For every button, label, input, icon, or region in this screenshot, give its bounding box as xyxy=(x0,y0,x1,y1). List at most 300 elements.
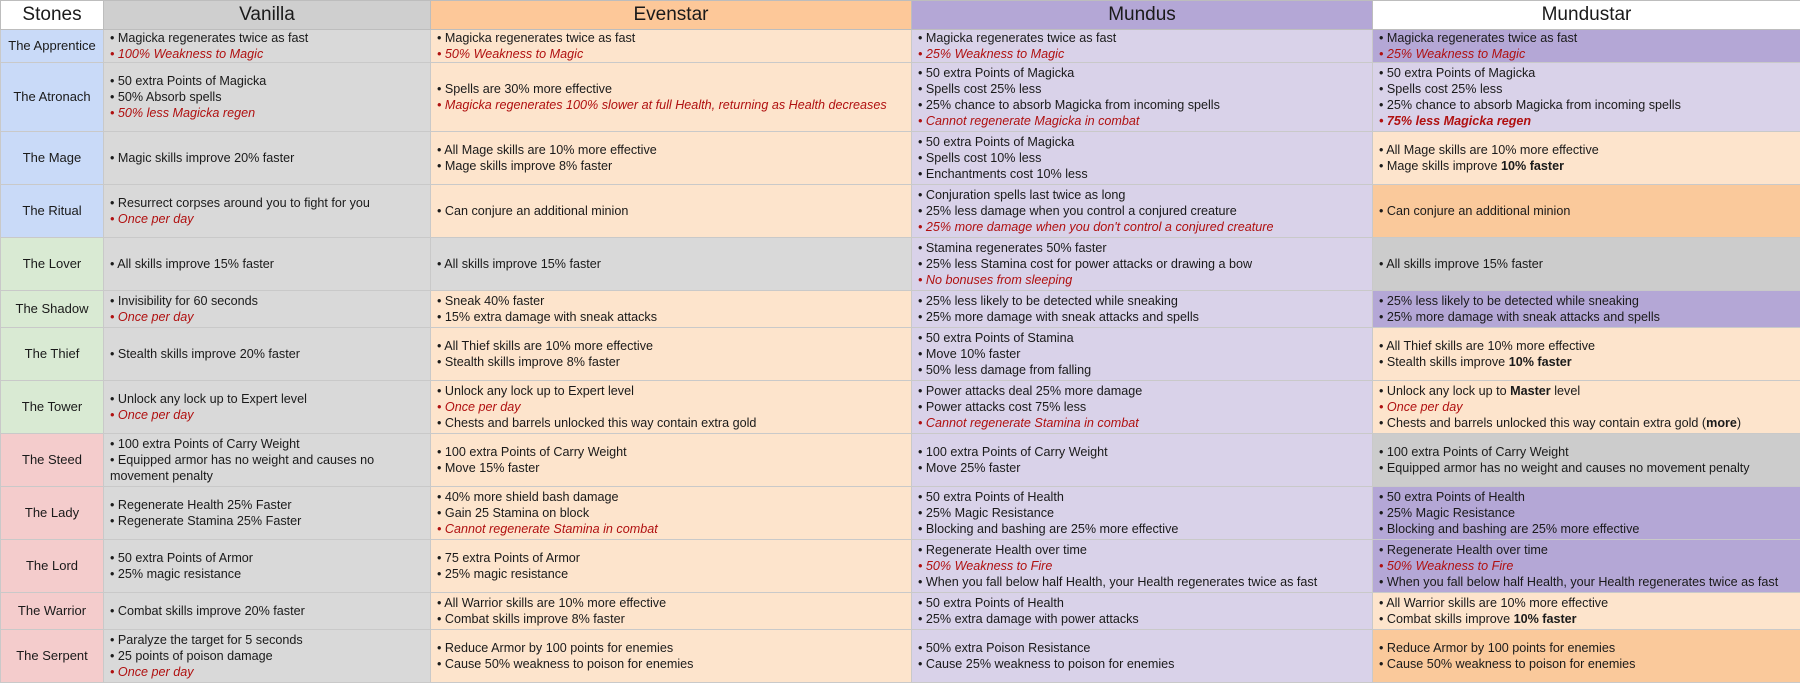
effect-line xyxy=(1379,142,1794,158)
stone-name: The Serpent xyxy=(1,630,104,683)
effect-line xyxy=(918,362,1366,378)
effect-line xyxy=(1379,97,1794,113)
mundustar-effects-cell xyxy=(1373,630,1800,683)
effect-line xyxy=(918,521,1366,537)
effect-text: • Cannot regenerate Magicka in combat xyxy=(918,114,1140,128)
effect-text: • Magicka regenerates twice as fast xyxy=(110,31,309,45)
effect-text: • Unlock any lock up to xyxy=(1379,384,1511,398)
effect-text: • 25% less Stamina cost for power attacks or drawing a bow xyxy=(918,257,1253,271)
mundustar-effects-cell xyxy=(1373,291,1800,328)
effect-text: • Combat skills improve 20% faster xyxy=(110,604,305,618)
effect-text: • 50% less Magicka regen xyxy=(110,106,256,120)
effect-text: • All Warrior skills are 10% more effective xyxy=(1379,596,1609,610)
effect-line xyxy=(437,354,905,370)
stone-name: The Warrior xyxy=(1,593,104,630)
effect-line xyxy=(918,309,1366,325)
stone-name: The Lord xyxy=(1,540,104,593)
drawback-line xyxy=(110,664,424,680)
effect-line xyxy=(1379,415,1794,431)
effect-line xyxy=(1379,65,1794,81)
mundus-effects-cell xyxy=(912,487,1373,540)
row-the-thief xyxy=(1,328,1800,381)
effect-text: • Blocking and bashing are 25% more effective xyxy=(1379,522,1640,536)
effect-line xyxy=(110,468,424,484)
effect-text: • Combat skills improve 8% faster xyxy=(437,612,625,626)
mundustar-effects-cell xyxy=(1373,63,1800,132)
effect-line xyxy=(1379,574,1794,590)
effect-line xyxy=(1379,640,1794,656)
mundus-effects-cell xyxy=(912,63,1373,132)
effect-text: • Spells are 30% more effective xyxy=(437,82,612,96)
effect-line xyxy=(437,383,905,399)
effect-text: • Can conjure an additional minion xyxy=(437,204,629,218)
mundustar-effects-cell xyxy=(1373,132,1800,185)
effect-text: • Blocking and bashing are 25% more effective xyxy=(918,522,1179,536)
row-the-steed xyxy=(1,434,1800,487)
effect-text: • 25% Weakness to Magic xyxy=(1379,47,1526,61)
effect-text: movement penalty xyxy=(110,469,213,483)
row-the-ritual xyxy=(1,185,1800,238)
effect-line xyxy=(110,550,424,566)
effect-text: • Magicka regenerates twice as fast xyxy=(918,31,1117,45)
effect-text: • Can conjure an additional minion xyxy=(1379,204,1571,218)
effect-text: • All skills improve 15% faster xyxy=(110,257,274,271)
effect-line xyxy=(437,505,905,521)
effect-text: • 25% more damage when you don't control a conjured creature xyxy=(918,220,1274,234)
effect-line xyxy=(1379,656,1794,672)
effect-text: • Cannot regenerate Stamina in combat xyxy=(918,416,1139,430)
effect-line xyxy=(1379,309,1794,325)
vanilla-effects-cell xyxy=(104,487,431,540)
effect-text: • Once per day xyxy=(110,310,194,324)
effect-line xyxy=(1379,338,1794,354)
effect-line xyxy=(918,330,1366,346)
mundus-effects-cell xyxy=(912,381,1373,434)
effect-text: • Equipped armor has no weight and causes no xyxy=(110,453,375,467)
effect-text: • 50 extra Points of Stamina xyxy=(918,331,1074,345)
effect-line xyxy=(918,30,1366,46)
effect-line xyxy=(437,640,905,656)
effect-text: • 50 extra Points of Armor xyxy=(110,551,254,565)
evenstar-effects-cell xyxy=(431,238,912,291)
effect-text: • All skills improve 15% faster xyxy=(437,257,601,271)
effect-line xyxy=(437,158,905,174)
row-the-atronach xyxy=(1,63,1800,132)
vanilla-effects-cell xyxy=(104,63,431,132)
effect-text: • When you fall below half Health, your Health regenerates twice as fast xyxy=(918,575,1318,589)
effect-line xyxy=(110,293,424,309)
effect-line xyxy=(110,603,424,619)
effect-line xyxy=(437,203,905,219)
effect-text: • Equipped armor has no weight and causes no movement penalty xyxy=(1379,461,1750,475)
effect-line xyxy=(1379,30,1794,46)
effect-text: • Power attacks deal 25% more damage xyxy=(918,384,1143,398)
effect-line xyxy=(1379,354,1794,370)
effect-text: • Spells cost 25% less xyxy=(1379,82,1503,96)
mundus-effects-cell xyxy=(912,30,1373,63)
effect-line xyxy=(110,648,424,664)
mundus-effects-cell xyxy=(912,434,1373,487)
mundus-effects-cell xyxy=(912,593,1373,630)
drawback-line xyxy=(918,113,1366,129)
effect-line xyxy=(437,293,905,309)
effect-text: • No bonuses from sleeping xyxy=(918,273,1073,287)
drawback-line xyxy=(110,407,424,423)
effect-text: • 25% Weakness to Magic xyxy=(918,47,1065,61)
effect-text: • 50% Weakness to Fire xyxy=(1379,559,1514,573)
mundus-effects-cell xyxy=(912,185,1373,238)
effect-text: • Conjuration spells last twice as long xyxy=(918,188,1126,202)
evenstar-effects-cell xyxy=(431,593,912,630)
effect-text: • 25% magic resistance xyxy=(437,567,569,581)
header-evenstar: Evenstar xyxy=(431,1,912,30)
effect-highlight: 10% faster xyxy=(1500,159,1564,173)
effect-text: • 25% Magic Resistance xyxy=(1379,506,1516,520)
effect-text: • 100 extra Points of Carry Weight xyxy=(437,445,627,459)
effect-line xyxy=(437,81,905,97)
mundus-effects-cell xyxy=(912,291,1373,328)
effect-line xyxy=(918,383,1366,399)
vanilla-effects-cell xyxy=(104,238,431,291)
effect-text: • Mage skills improve xyxy=(1379,159,1501,173)
effect-text: • Sneak 40% faster xyxy=(437,294,545,308)
effect-line xyxy=(918,166,1366,182)
effect-line xyxy=(918,595,1366,611)
drawback-line xyxy=(918,46,1366,62)
effect-text: • Spells cost 10% less xyxy=(918,151,1042,165)
effect-text: • 50% Weakness to Magic xyxy=(437,47,584,61)
drawback-line xyxy=(918,219,1366,235)
effect-text: • Reduce Armor by 100 points for enemies xyxy=(1379,641,1616,655)
effect-line xyxy=(110,452,424,468)
stone-name: The Tower xyxy=(1,381,104,434)
header-vanilla: Vanilla xyxy=(104,1,431,30)
vanilla-effects-cell xyxy=(104,291,431,328)
effect-text: • Once per day xyxy=(110,408,194,422)
effect-text-suffix: level xyxy=(1550,384,1581,398)
mundustar-effects-cell xyxy=(1373,434,1800,487)
effect-text: • 25% more damage with sneak attacks and spells xyxy=(1379,310,1660,324)
effect-text: • Move 15% faster xyxy=(437,461,540,475)
effect-text: • All Mage skills are 10% more effective xyxy=(1379,143,1599,157)
effect-line xyxy=(437,595,905,611)
stone-name: The Ritual xyxy=(1,185,104,238)
effect-text: • Unlock any lock up to Expert level xyxy=(110,392,307,406)
effect-text: • Reduce Armor by 100 points for enemies xyxy=(437,641,674,655)
evenstar-effects-cell xyxy=(431,630,912,683)
effect-line xyxy=(437,550,905,566)
row-the-tower xyxy=(1,381,1800,434)
effect-line xyxy=(918,97,1366,113)
drawback-line xyxy=(1379,399,1794,415)
effect-line xyxy=(1379,81,1794,97)
effect-line xyxy=(918,150,1366,166)
stone-name: The Lady xyxy=(1,487,104,540)
drawback-line xyxy=(110,309,424,325)
effect-text: • 50% Absorb spells xyxy=(110,90,222,104)
mundus-effects-cell xyxy=(912,132,1373,185)
drawback-line xyxy=(437,97,905,113)
effect-highlight: 10% faster xyxy=(1513,612,1577,626)
effect-line xyxy=(918,256,1366,272)
effect-text: • 25% less likely to be detected while sneaking xyxy=(1379,294,1639,308)
stone-name: The Lover xyxy=(1,238,104,291)
evenstar-effects-cell xyxy=(431,540,912,593)
effect-line xyxy=(110,73,424,89)
mundustar-effects-cell xyxy=(1373,593,1800,630)
effect-text: • All Thief skills are 10% more effective xyxy=(1379,339,1596,353)
row-the-serpent xyxy=(1,630,1800,683)
row-the-lover xyxy=(1,238,1800,291)
vanilla-effects-cell xyxy=(104,185,431,238)
evenstar-effects-cell xyxy=(431,381,912,434)
effect-text: • Move 10% faster xyxy=(918,347,1021,361)
effect-line xyxy=(110,436,424,452)
effect-line xyxy=(918,134,1366,150)
drawback-line xyxy=(437,46,905,62)
effect-text: • 50% extra Poison Resistance xyxy=(918,641,1091,655)
row-the-shadow xyxy=(1,291,1800,328)
effect-text: • Regenerate Health over time xyxy=(918,543,1087,557)
effect-text: • 50% Weakness to Fire xyxy=(918,559,1053,573)
header-stones: Stones xyxy=(1,1,104,30)
vanilla-effects-cell xyxy=(104,434,431,487)
effect-text: • 25% less damage when you control a conjured creature xyxy=(918,204,1237,218)
effect-text: • 25% chance to absorb Magicka from incoming spells xyxy=(1379,98,1681,112)
effect-line xyxy=(918,640,1366,656)
effect-text: • 25% chance to absorb Magicka from incoming spells xyxy=(918,98,1220,112)
effect-text-suffix: ) xyxy=(1736,416,1742,430)
effect-line xyxy=(1379,256,1794,272)
effect-line xyxy=(918,444,1366,460)
effect-line xyxy=(110,632,424,648)
effect-highlight: Master xyxy=(1510,384,1551,398)
effect-line xyxy=(110,195,424,211)
drawback-line xyxy=(1379,558,1794,574)
mundus-effects-cell xyxy=(912,328,1373,381)
vanilla-effects-cell xyxy=(104,381,431,434)
evenstar-effects-cell xyxy=(431,185,912,238)
effect-line xyxy=(437,444,905,460)
row-the-lord xyxy=(1,540,1800,593)
row-the-mage xyxy=(1,132,1800,185)
effect-text: • 50 extra Points of Health xyxy=(918,596,1064,610)
vanilla-effects-cell xyxy=(104,132,431,185)
effect-text: • Regenerate Stamina 25% Faster xyxy=(110,514,302,528)
effect-line xyxy=(1379,611,1794,627)
effect-text: • Stealth skills improve xyxy=(1379,355,1509,369)
mundus-effects-cell xyxy=(912,630,1373,683)
effect-text: • 100 extra Points of Carry Weight xyxy=(1379,445,1569,459)
effect-line xyxy=(110,89,424,105)
effect-line xyxy=(1379,505,1794,521)
effect-line xyxy=(437,142,905,158)
effect-line xyxy=(918,460,1366,476)
effect-line xyxy=(1379,489,1794,505)
effect-text: • 40% more shield bash damage xyxy=(437,490,619,504)
effect-text: • All Warrior skills are 10% more effective xyxy=(437,596,667,610)
effect-text: • Unlock any lock up to Expert level xyxy=(437,384,634,398)
effect-text: • Chests and barrels unlocked this way contain extra gold xyxy=(437,416,757,430)
effect-line xyxy=(110,513,424,529)
effect-line xyxy=(918,81,1366,97)
drawback-line xyxy=(1379,46,1794,62)
effect-text: • Stamina regenerates 50% faster xyxy=(918,241,1107,255)
effect-text: • 50 extra Points of Health xyxy=(918,490,1064,504)
effect-line xyxy=(1379,460,1794,476)
effect-line xyxy=(437,309,905,325)
effect-line xyxy=(918,346,1366,362)
effect-line xyxy=(437,656,905,672)
mundustar-effects-cell xyxy=(1373,328,1800,381)
stone-name: The Apprentice xyxy=(1,30,104,63)
effect-line xyxy=(1379,383,1794,399)
effect-text: • 100 extra Points of Carry Weight xyxy=(918,445,1108,459)
effect-line xyxy=(110,566,424,582)
effect-text: • Mage skills improve 8% faster xyxy=(437,159,613,173)
effect-text: • 100% Weakness to Magic xyxy=(110,47,264,61)
stone-name: The Mage xyxy=(1,132,104,185)
mundustar-effects-cell xyxy=(1373,30,1800,63)
header-row xyxy=(1,1,1800,30)
drawback-line xyxy=(437,399,905,415)
effect-text: • 50 extra Points of Magicka xyxy=(918,66,1075,80)
effect-line xyxy=(918,203,1366,219)
effect-text: • Spells cost 25% less xyxy=(918,82,1042,96)
effect-text: • 25 points of poison damage xyxy=(110,649,273,663)
effect-text: • Gain 25 Stamina on block xyxy=(437,506,590,520)
evenstar-effects-cell xyxy=(431,30,912,63)
mundus-effects-cell xyxy=(912,238,1373,291)
effect-text: • Stealth skills improve 8% faster xyxy=(437,355,620,369)
effect-line xyxy=(918,611,1366,627)
effect-line xyxy=(918,187,1366,203)
effect-line xyxy=(110,497,424,513)
effect-text: • Power attacks cost 75% less xyxy=(918,400,1087,414)
effect-text: • Cause 25% weakness to poison for enemies xyxy=(918,657,1175,671)
effect-line xyxy=(918,542,1366,558)
stone-name: The Shadow xyxy=(1,291,104,328)
effect-line xyxy=(918,293,1366,309)
effect-text: • Move 25% faster xyxy=(918,461,1021,475)
row-the-warrior xyxy=(1,593,1800,630)
effect-text: • Once per day xyxy=(110,212,194,226)
header-mundustar: Mundustar xyxy=(1373,1,1800,30)
effect-text: • Invisibility for 60 seconds xyxy=(110,294,258,308)
effect-text: • 25% extra damage with power attacks xyxy=(918,612,1139,626)
vanilla-effects-cell xyxy=(104,630,431,683)
effect-text: • When you fall below half Health, your Health regenerates twice as fast xyxy=(1379,575,1779,589)
effect-text: • Paralyze the target for 5 seconds xyxy=(110,633,303,647)
vanilla-effects-cell xyxy=(104,30,431,63)
effect-line xyxy=(437,489,905,505)
effect-text: • Chests and barrels unlocked this way contain extra gold ( xyxy=(1379,416,1707,430)
effect-line xyxy=(918,656,1366,672)
effect-text: • 25% magic resistance xyxy=(110,567,242,581)
mundustar-effects-cell xyxy=(1373,487,1800,540)
effect-text: • Once per day xyxy=(110,665,194,679)
drawback-line xyxy=(110,211,424,227)
row-the-apprentice xyxy=(1,30,1800,63)
effect-text: • 50 extra Points of Magicka xyxy=(918,135,1075,149)
stone-name: The Atronach xyxy=(1,63,104,132)
effect-line xyxy=(437,30,905,46)
effect-text: • 25% less likely to be detected while sneaking xyxy=(918,294,1178,308)
effect-line xyxy=(110,150,424,166)
effect-line xyxy=(1379,521,1794,537)
effect-line xyxy=(110,391,424,407)
effect-text: • Cannot regenerate Stamina in combat xyxy=(437,522,658,536)
drawback-line xyxy=(437,521,905,537)
effect-text: • Once per day xyxy=(437,400,521,414)
effect-text: • 50 extra Points of Magicka xyxy=(110,74,267,88)
mundustar-effects-cell xyxy=(1373,185,1800,238)
effect-text: • 75% less Magicka regen xyxy=(1379,114,1532,128)
effect-text: • Magicka regenerates twice as fast xyxy=(437,31,636,45)
vanilla-effects-cell xyxy=(104,328,431,381)
effect-text: • Cause 50% weakness to poison for enemies xyxy=(1379,657,1636,671)
mundus-effects-cell xyxy=(912,540,1373,593)
effect-text: • Resurrect corpses around you to fight for you xyxy=(110,196,370,210)
effect-line xyxy=(1379,293,1794,309)
effect-text: • All Thief skills are 10% more effective xyxy=(437,339,654,353)
effect-line xyxy=(918,240,1366,256)
effect-text: • All skills improve 15% faster xyxy=(1379,257,1543,271)
effect-text: • All Mage skills are 10% more effective xyxy=(437,143,657,157)
effect-text: • Cause 50% weakness to poison for enemies xyxy=(437,657,694,671)
effect-line xyxy=(437,460,905,476)
effect-text: • Magicka regenerates twice as fast xyxy=(1379,31,1578,45)
evenstar-effects-cell xyxy=(431,328,912,381)
effect-line xyxy=(1379,444,1794,460)
effect-highlight: more xyxy=(1706,416,1737,430)
effect-text: • 75 extra Points of Armor xyxy=(437,551,581,565)
stone-name: The Thief xyxy=(1,328,104,381)
row-the-lady xyxy=(1,487,1800,540)
effect-text: • Magic skills improve 20% faster xyxy=(110,151,295,165)
drawback-line xyxy=(110,105,424,121)
effect-text: • Regenerate Health 25% Faster xyxy=(110,498,292,512)
effect-line xyxy=(437,415,905,431)
effect-text: • Combat skills improve xyxy=(1379,612,1514,626)
effect-text: • Once per day xyxy=(1379,400,1463,414)
effect-line xyxy=(918,574,1366,590)
effect-line xyxy=(110,30,424,46)
evenstar-effects-cell xyxy=(431,487,912,540)
effect-text: • 50 extra Points of Health xyxy=(1379,490,1525,504)
effect-line xyxy=(110,346,424,362)
effect-text: • Stealth skills improve 20% faster xyxy=(110,347,300,361)
drawback-line xyxy=(918,272,1366,288)
effect-line xyxy=(1379,595,1794,611)
stone-name: The Steed xyxy=(1,434,104,487)
evenstar-effects-cell xyxy=(431,63,912,132)
effect-line xyxy=(110,256,424,272)
effect-line xyxy=(918,399,1366,415)
effect-text: • 15% extra damage with sneak attacks xyxy=(437,310,658,324)
effect-line xyxy=(1379,158,1794,174)
effect-text: • 50% less damage from falling xyxy=(918,363,1092,377)
evenstar-effects-cell xyxy=(431,132,912,185)
vanilla-effects-cell xyxy=(104,540,431,593)
effect-text: • Magicka regenerates 100% slower at full Health, returning as Health decreases xyxy=(437,98,887,112)
effect-line xyxy=(918,505,1366,521)
evenstar-effects-cell xyxy=(431,291,912,328)
evenstar-effects-cell xyxy=(431,434,912,487)
effect-text: • 25% Magic Resistance xyxy=(918,506,1055,520)
effect-text: • 100 extra Points of Carry Weight xyxy=(110,437,300,451)
effect-line xyxy=(437,338,905,354)
